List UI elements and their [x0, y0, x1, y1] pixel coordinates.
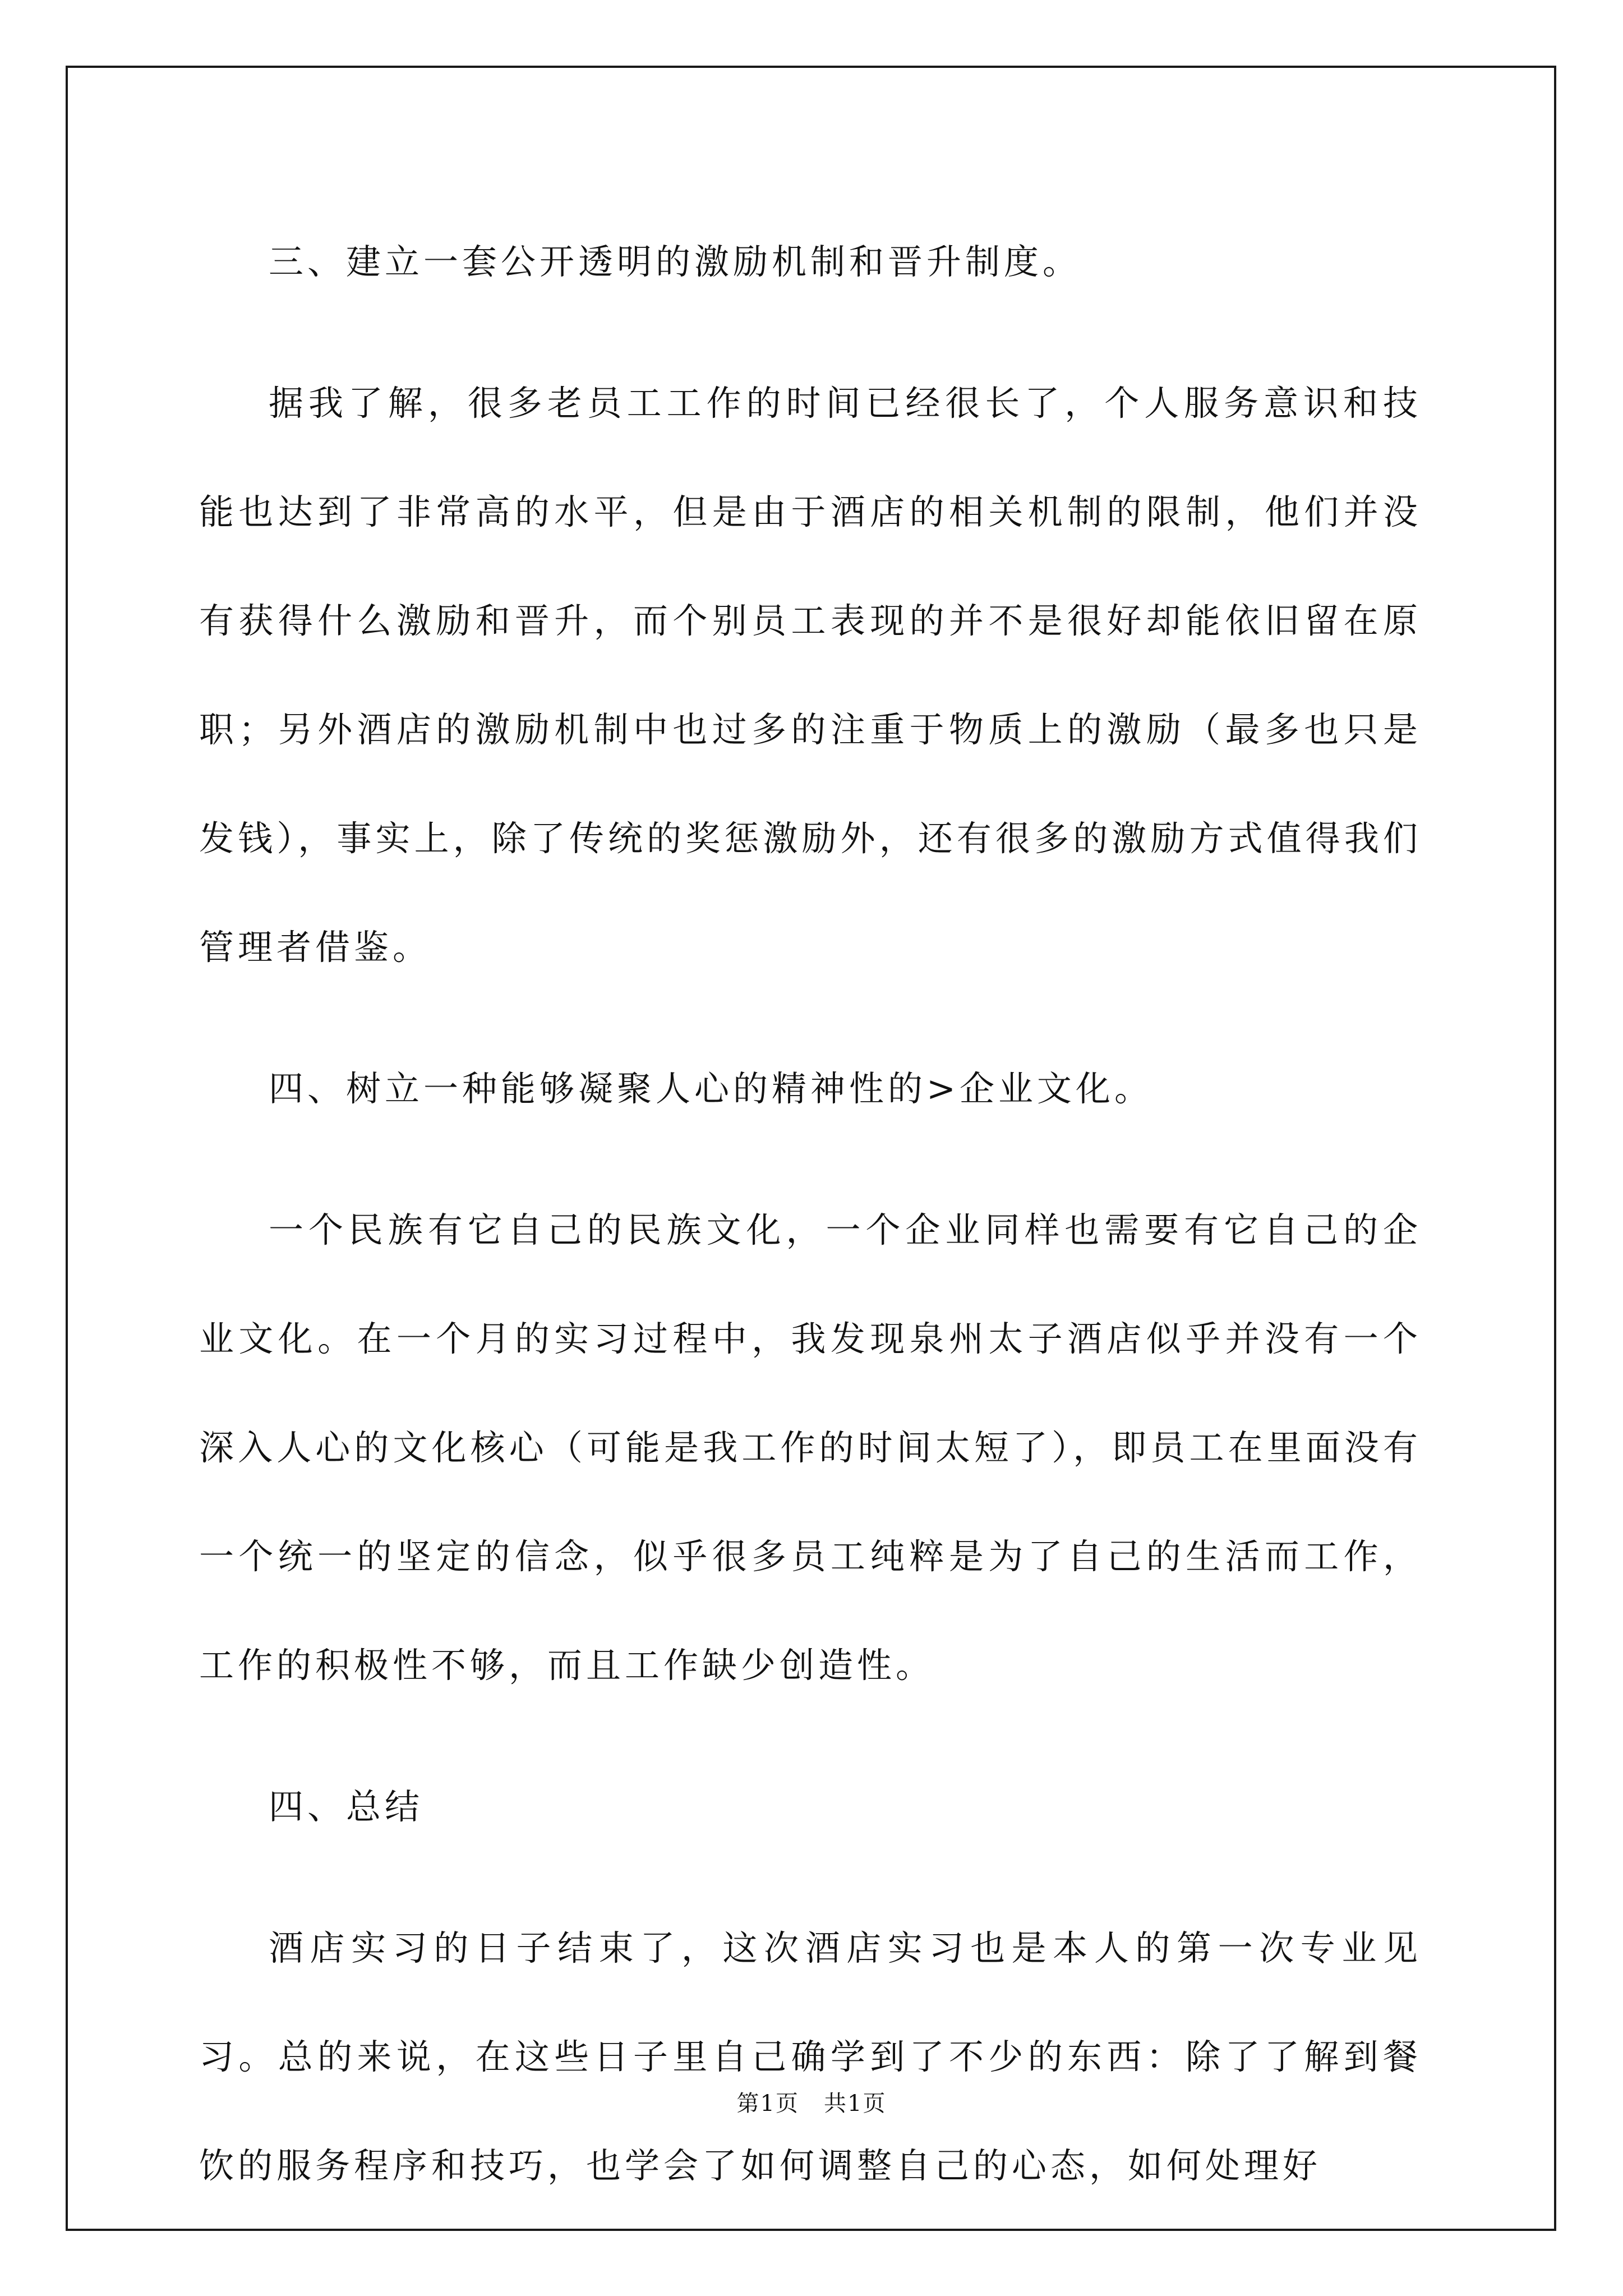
page-footer: [0, 2090, 1623, 2118]
document-body: [199, 208, 1422, 2253]
section-heading-incentive: 三、建立一套公开透明的激励机制和晋升制度。: [269, 241, 1082, 282]
paragraph-culture-body: 一个民族有它自己的民族文化，一个企业同样也需要有它自己的企业文化。在一个月的实习过程中，我发现泉州太子酒店似乎并没有一个深入人心的文化核心（可能是我工作的时间太短了），即员工在里面没有一个统一的坚定的信念，似乎很多员工纯粹是为了自己的生活而工作，工作的积极性不够，而且工作缺少创造性。: [199, 1209, 1422, 1686]
section-heading-summary: 四、总结: [269, 1786, 424, 1827]
paragraph-incentive-body: 据我了解，很多老员工工作的时间已经很长了，个人服务意识和技能也达到了非常高的水平，但是由于酒店的相关机制的限制，他们并没有获得什么激励和晋升，而个别员工表现的并不是很好却能依旧留在原职；另外酒店的激励机制中也过多的注重于物质上的激励（最多也只是发钱），事实上，除了传统的奖惩激励外，还有很多的激励方式值得我们管理者借鉴。: [199, 383, 1422, 968]
paragraph-summary-body: 酒店实习的日子结束了，这次酒店实习也是本人的第一次专业见习。总的来说，在这些日子里自己确学到了不少的东西：除了了解到餐饮的服务程序和技巧，也学会了如何调整自己的心态，如何处理好: [199, 1927, 1422, 2186]
section-heading-culture: 四、树立一种能够凝聚人心的精神性的>企业文化。: [269, 1068, 1153, 1109]
page-total: 共1页: [824, 2091, 887, 2116]
page-number: 第1页: [736, 2091, 799, 2116]
